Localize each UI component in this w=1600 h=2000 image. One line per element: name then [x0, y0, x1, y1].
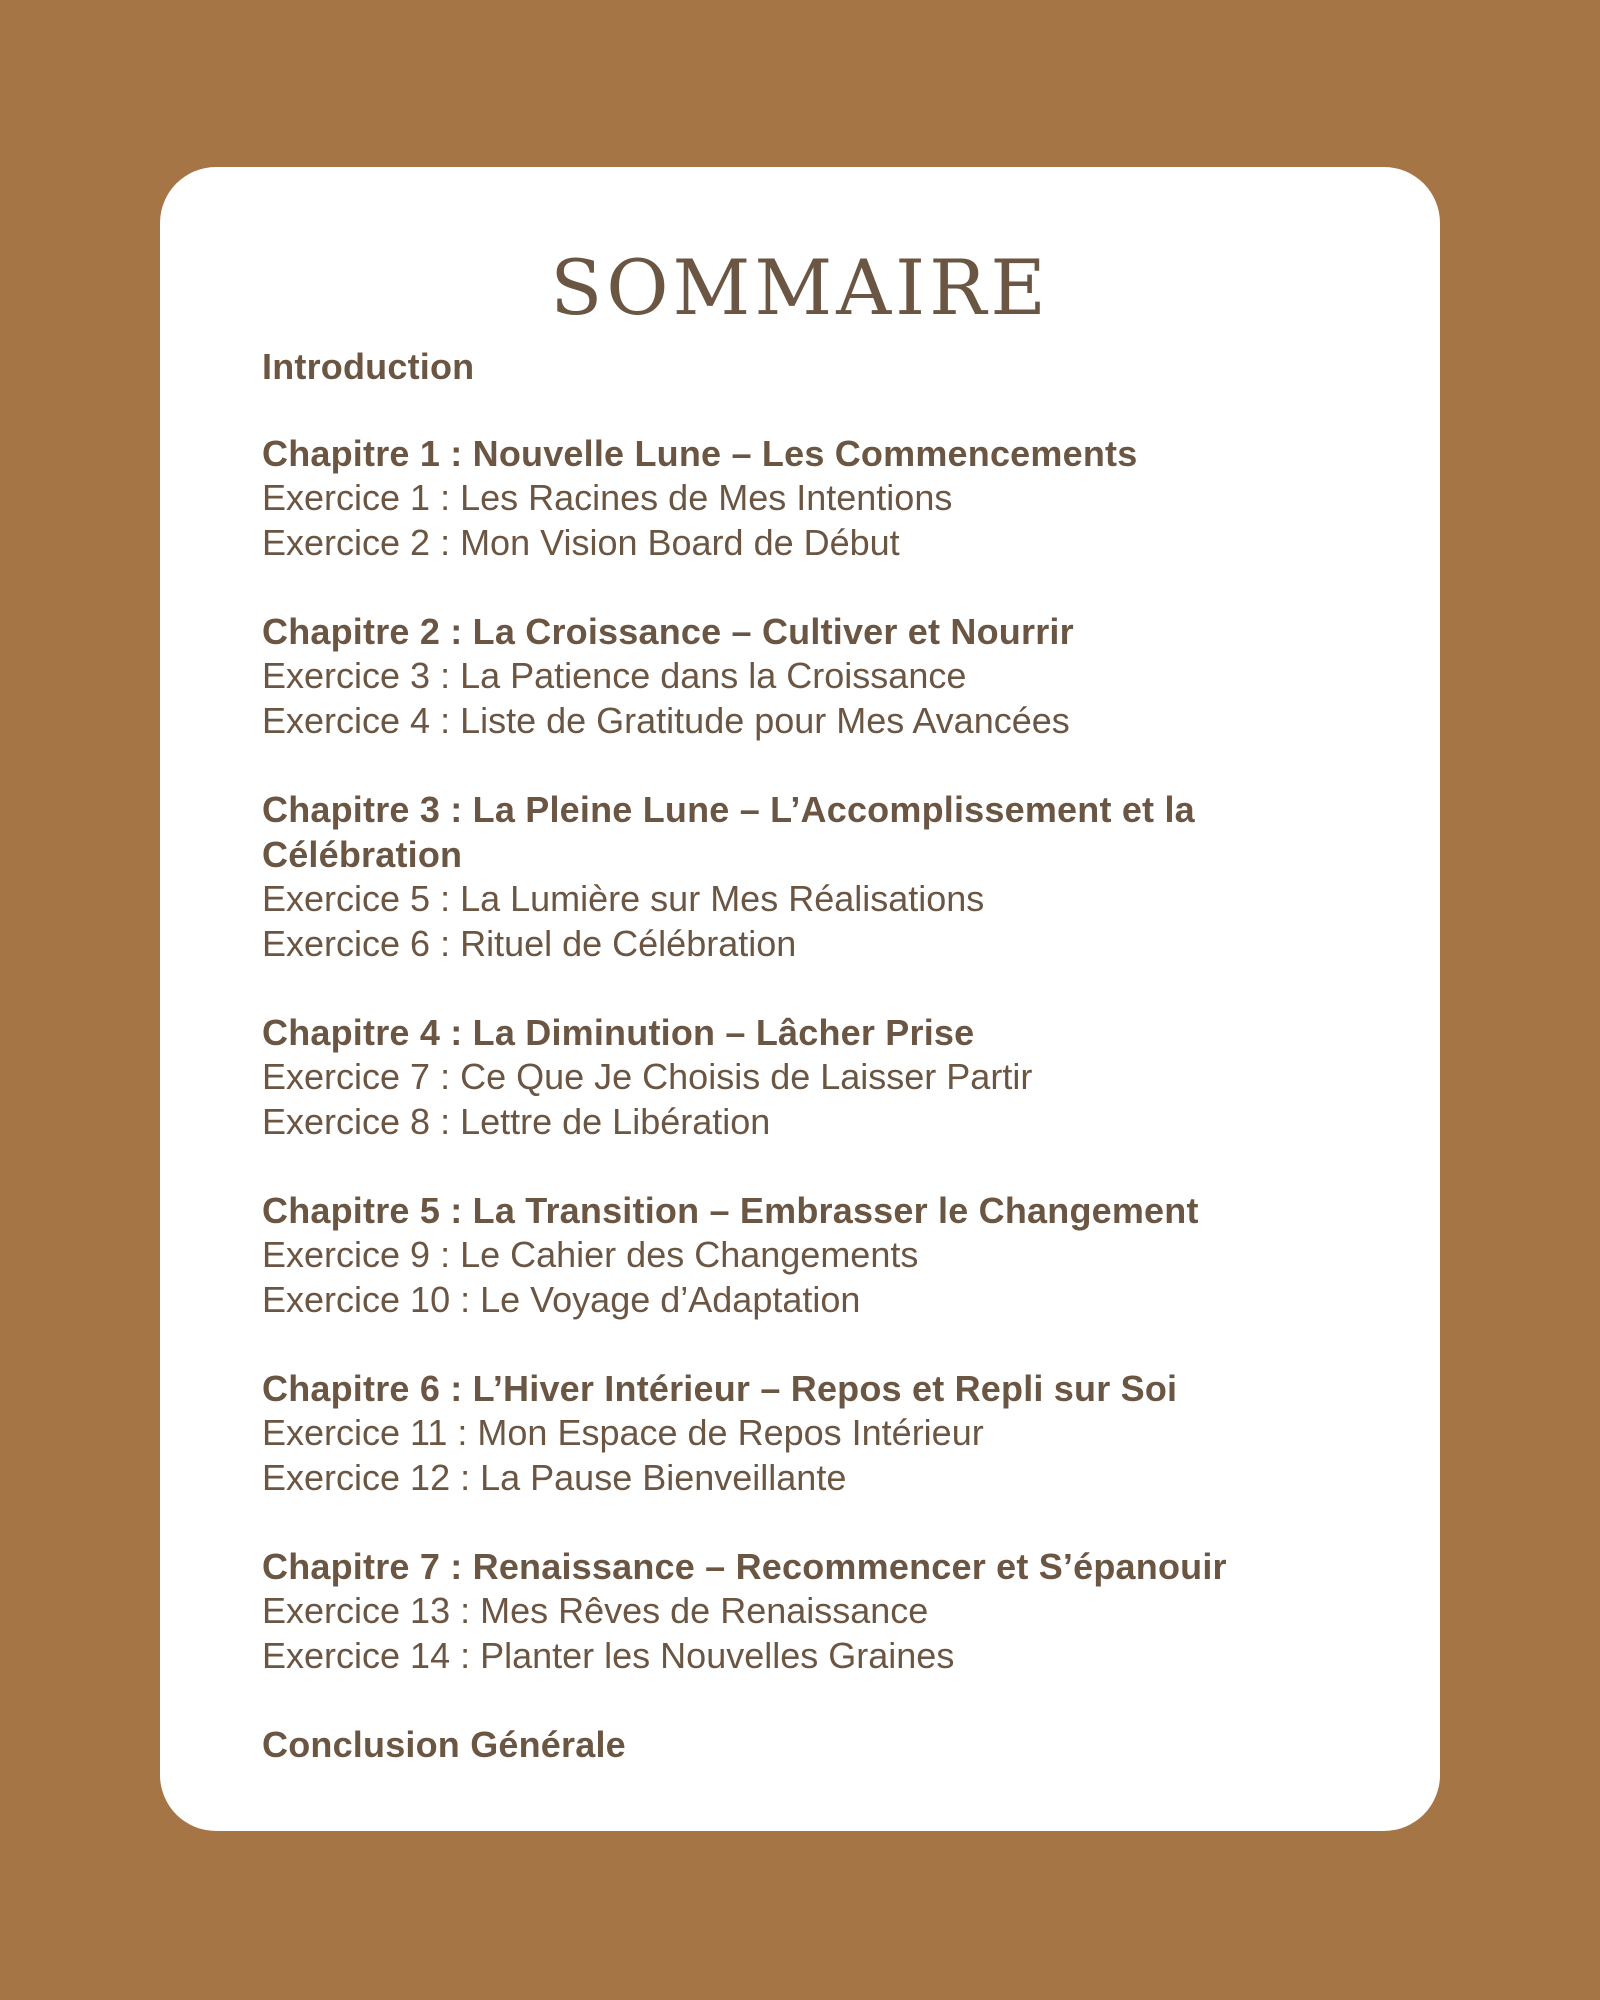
exercise-item: Exercice 7 : Ce Que Je Choisis de Laisser Partir — [262, 1056, 1033, 1097]
exercise-item: Exercice 11 : Mon Espace de Repos Intérieur — [262, 1412, 984, 1453]
chapter-heading: Chapitre 3 : La Pleine Lune – L’Accomplissement et la Célébration — [262, 789, 1195, 875]
chapter-heading: Chapitre 7 : Renaissance – Recommencer et S’épanouir — [262, 1546, 1227, 1587]
exercise-item: Exercice 2 : Mon Vision Board de Début — [262, 521, 900, 563]
exercise-item: Exercice 9 : Le Cahier des Changements — [262, 1234, 919, 1275]
exercise-item: Exercice 5 : La Lumière sur Mes Réalisations — [262, 878, 985, 919]
chapter-heading: Chapitre 2 : La Croissance – Cultiver et Nourrir — [262, 611, 1074, 652]
exercise-item: Exercice 10 : Le Voyage d’Adaptation — [262, 1278, 861, 1320]
exercise-item: Exercice 8 : Lettre de Libération — [262, 1100, 771, 1142]
toc-chapter-4 — [262, 1010, 1322, 1144]
chapter-heading: Chapitre 1 : Nouvelle Lune – Les Commencements — [262, 433, 1138, 474]
introduction-heading: Introduction — [262, 346, 475, 387]
exercise-item: Exercice 6 : Rituel de Célébration — [262, 922, 797, 964]
exercise-item: Exercice 12 : La Pause Bienveillante — [262, 1456, 847, 1498]
toc-chapter-5 — [262, 1188, 1322, 1322]
exercise-item: Exercice 4 : Liste de Gratitude pour Mes Avancées — [262, 699, 1070, 741]
toc-introduction — [262, 344, 1322, 389]
toc-chapter-1 — [262, 431, 1322, 565]
conclusion-heading: Conclusion Générale — [262, 1724, 626, 1765]
toc-chapter-2 — [262, 609, 1322, 743]
chapter-heading: Chapitre 6 : L’Hiver Intérieur – Repos et Repli sur Soi — [262, 1368, 1178, 1409]
exercise-item: Exercice 1 : Les Racines de Mes Intentions — [262, 477, 953, 518]
exercise-item: Exercice 3 : La Patience dans la Croissance — [262, 655, 967, 696]
exercise-item: Exercice 14 : Planter les Nouvelles Graines — [262, 1634, 955, 1676]
exercise-item: Exercice 13 : Mes Rêves de Renaissance — [262, 1590, 929, 1631]
toc-conclusion — [262, 1722, 1322, 1767]
chapter-heading: Chapitre 5 : La Transition – Embrasser le Changement — [262, 1190, 1199, 1231]
toc-chapter-7 — [262, 1544, 1322, 1678]
table-of-contents — [262, 344, 1322, 1811]
chapter-heading: Chapitre 4 : La Diminution – Lâcher Prise — [262, 1012, 975, 1053]
page-title: SOMMAIRE — [550, 242, 1050, 332]
toc-chapter-6 — [262, 1366, 1322, 1500]
toc-chapter-3 — [262, 787, 1322, 966]
